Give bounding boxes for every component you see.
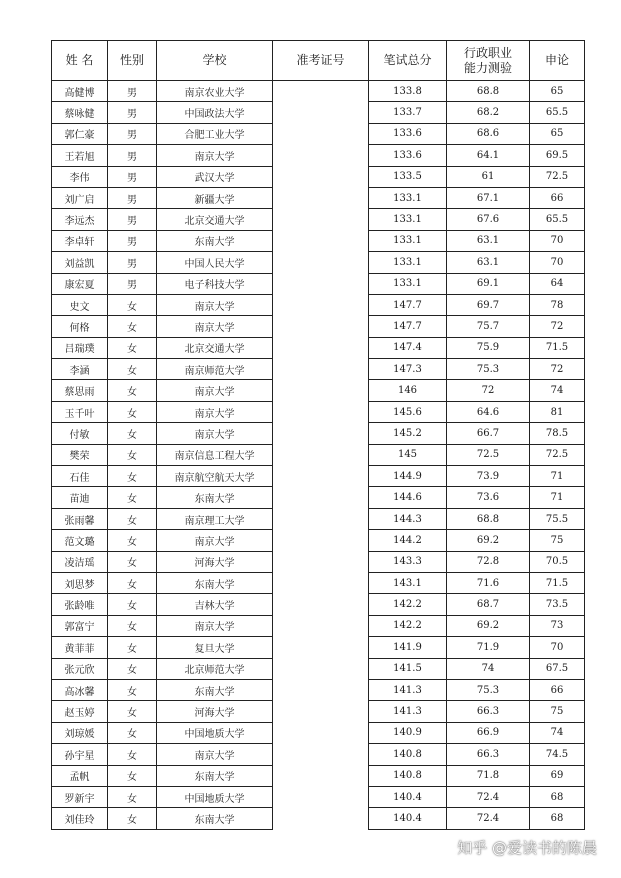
cell-school: 南京大学 bbox=[157, 615, 273, 636]
table-row bbox=[52, 102, 585, 123]
cell-name: 张雨馨 bbox=[52, 508, 108, 529]
cell-exam-id bbox=[273, 166, 369, 187]
cell-total-score: 140.8 bbox=[369, 744, 447, 765]
cell-aptitude-score: 75.9 bbox=[447, 337, 530, 358]
table-row bbox=[52, 145, 585, 166]
cell-name: 何格 bbox=[52, 316, 108, 337]
cell-school: 南京航空航天大学 bbox=[157, 466, 273, 487]
cell-school: 南京大学 bbox=[157, 145, 273, 166]
cell-essay-score: 65.5 bbox=[530, 102, 585, 123]
cell-school: 南京农业大学 bbox=[157, 81, 273, 102]
cell-exam-id bbox=[273, 123, 369, 144]
cell-name: 蔡思雨 bbox=[52, 380, 108, 401]
cell-name: 赵玉婷 bbox=[52, 701, 108, 722]
table-row bbox=[52, 487, 585, 508]
cell-essay-score: 78.5 bbox=[530, 423, 585, 444]
table-row bbox=[52, 530, 585, 551]
cell-gender: 女 bbox=[108, 337, 157, 358]
cell-total-score: 147.4 bbox=[369, 337, 447, 358]
cell-school: 东南大学 bbox=[157, 572, 273, 593]
cell-exam-id bbox=[273, 102, 369, 123]
cell-essay-score: 65 bbox=[530, 123, 585, 144]
cell-gender: 女 bbox=[108, 401, 157, 422]
cell-exam-id bbox=[273, 594, 369, 615]
cell-gender: 女 bbox=[108, 722, 157, 743]
cell-gender: 男 bbox=[108, 187, 157, 208]
cell-gender: 女 bbox=[108, 551, 157, 572]
cell-exam-id bbox=[273, 572, 369, 593]
zhihu-watermark: 知乎 @爱读书的陈晨 bbox=[457, 839, 597, 857]
cell-school: 北京交通大学 bbox=[157, 337, 273, 358]
cell-exam-id bbox=[273, 530, 369, 551]
cell-essay-score: 71.5 bbox=[530, 337, 585, 358]
cell-exam-id bbox=[273, 466, 369, 487]
cell-essay-score: 66 bbox=[530, 187, 585, 208]
cell-exam-id bbox=[273, 765, 369, 786]
cell-total-score: 142.2 bbox=[369, 594, 447, 615]
table-row bbox=[52, 123, 585, 144]
cell-name: 郭仁豪 bbox=[52, 123, 108, 144]
cell-exam-id bbox=[273, 444, 369, 465]
cell-essay-score: 70.5 bbox=[530, 551, 585, 572]
table-row bbox=[52, 765, 585, 786]
cell-school: 北京交通大学 bbox=[157, 209, 273, 230]
cell-exam-id bbox=[273, 701, 369, 722]
cell-essay-score: 68 bbox=[530, 808, 585, 829]
cell-aptitude-score: 75.3 bbox=[447, 679, 530, 700]
cell-essay-score: 71 bbox=[530, 466, 585, 487]
cell-aptitude-score: 69.7 bbox=[447, 294, 530, 315]
cell-aptitude-score: 73.6 bbox=[447, 487, 530, 508]
cell-essay-score: 69 bbox=[530, 765, 585, 786]
cell-name: 刘广启 bbox=[52, 187, 108, 208]
cell-total-score: 133.1 bbox=[369, 230, 447, 251]
header-aptitude-test: 行政职业 能力测验 bbox=[447, 41, 530, 81]
cell-aptitude-score: 64.1 bbox=[447, 145, 530, 166]
cell-exam-id bbox=[273, 359, 369, 380]
cell-essay-score: 74 bbox=[530, 380, 585, 401]
header-exam-id: 准考证号 bbox=[273, 41, 369, 81]
cell-total-score: 145 bbox=[369, 444, 447, 465]
cell-total-score: 141.3 bbox=[369, 679, 447, 700]
cell-gender: 女 bbox=[108, 466, 157, 487]
cell-gender: 女 bbox=[108, 487, 157, 508]
table-row bbox=[52, 316, 585, 337]
table-row bbox=[52, 466, 585, 487]
cell-exam-id bbox=[273, 423, 369, 444]
cell-school: 新疆大学 bbox=[157, 187, 273, 208]
cell-total-score: 133.8 bbox=[369, 81, 447, 102]
cell-essay-score: 81 bbox=[530, 401, 585, 422]
table-row bbox=[52, 337, 585, 358]
cell-aptitude-score: 63.1 bbox=[447, 230, 530, 251]
cell-total-score: 142.2 bbox=[369, 615, 447, 636]
cell-name: 罗新宇 bbox=[52, 786, 108, 807]
table-row bbox=[52, 808, 585, 829]
table-row bbox=[52, 637, 585, 658]
cell-essay-score: 78 bbox=[530, 294, 585, 315]
table-row bbox=[52, 230, 585, 251]
cell-gender: 女 bbox=[108, 316, 157, 337]
cell-total-score: 145.6 bbox=[369, 401, 447, 422]
cell-name: 凌洁瑶 bbox=[52, 551, 108, 572]
table-row bbox=[52, 273, 585, 294]
cell-school: 河海大学 bbox=[157, 701, 273, 722]
score-table-sheet bbox=[51, 40, 584, 830]
cell-exam-id bbox=[273, 637, 369, 658]
cell-gender: 女 bbox=[108, 530, 157, 551]
cell-aptitude-score: 72 bbox=[447, 380, 530, 401]
cell-exam-id bbox=[273, 252, 369, 273]
cell-essay-score: 75 bbox=[530, 701, 585, 722]
cell-aptitude-score: 67.1 bbox=[447, 187, 530, 208]
cell-aptitude-score: 72.4 bbox=[447, 786, 530, 807]
cell-total-score: 133.6 bbox=[369, 145, 447, 166]
cell-school: 东南大学 bbox=[157, 487, 273, 508]
cell-name: 张龄唯 bbox=[52, 594, 108, 615]
cell-name: 李伟 bbox=[52, 166, 108, 187]
cell-school: 中国政法大学 bbox=[157, 102, 273, 123]
cell-essay-score: 70 bbox=[530, 252, 585, 273]
cell-essay-score: 71.5 bbox=[530, 572, 585, 593]
table-row bbox=[52, 166, 585, 187]
cell-aptitude-score: 72.5 bbox=[447, 444, 530, 465]
cell-gender: 男 bbox=[108, 102, 157, 123]
cell-total-score: 141.3 bbox=[369, 701, 447, 722]
cell-gender: 女 bbox=[108, 294, 157, 315]
cell-school: 河海大学 bbox=[157, 551, 273, 572]
cell-total-score: 140.8 bbox=[369, 765, 447, 786]
cell-exam-id bbox=[273, 380, 369, 401]
cell-school: 合肥工业大学 bbox=[157, 123, 273, 144]
cell-total-score: 133.1 bbox=[369, 187, 447, 208]
cell-total-score: 140.4 bbox=[369, 808, 447, 829]
cell-exam-id bbox=[273, 230, 369, 251]
cell-school: 东南大学 bbox=[157, 765, 273, 786]
table-row bbox=[52, 252, 585, 273]
cell-aptitude-score: 66.9 bbox=[447, 722, 530, 743]
table-row bbox=[52, 187, 585, 208]
cell-gender: 男 bbox=[108, 123, 157, 144]
cell-total-score: 133.6 bbox=[369, 123, 447, 144]
cell-gender: 女 bbox=[108, 572, 157, 593]
cell-exam-id bbox=[273, 316, 369, 337]
cell-school: 南京理工大学 bbox=[157, 508, 273, 529]
cell-gender: 男 bbox=[108, 273, 157, 294]
cell-school: 武汉大学 bbox=[157, 166, 273, 187]
cell-gender: 女 bbox=[108, 744, 157, 765]
cell-total-score: 144.9 bbox=[369, 466, 447, 487]
cell-total-score: 133.1 bbox=[369, 273, 447, 294]
cell-gender: 女 bbox=[108, 444, 157, 465]
cell-aptitude-score: 75.3 bbox=[447, 359, 530, 380]
cell-school: 南京大学 bbox=[157, 423, 273, 444]
cell-school: 复旦大学 bbox=[157, 637, 273, 658]
cell-name: 刘琼媛 bbox=[52, 722, 108, 743]
cell-aptitude-score: 71.6 bbox=[447, 572, 530, 593]
cell-essay-score: 74.5 bbox=[530, 744, 585, 765]
cell-gender: 男 bbox=[108, 209, 157, 230]
table-row bbox=[52, 658, 585, 679]
cell-aptitude-score: 63.1 bbox=[447, 252, 530, 273]
cell-essay-score: 69.5 bbox=[530, 145, 585, 166]
cell-gender: 男 bbox=[108, 81, 157, 102]
table-row bbox=[52, 615, 585, 636]
cell-aptitude-score: 67.6 bbox=[447, 209, 530, 230]
cell-aptitude-score: 64.6 bbox=[447, 401, 530, 422]
cell-gender: 女 bbox=[108, 359, 157, 380]
cell-name: 刘益凯 bbox=[52, 252, 108, 273]
header-gender: 性别 bbox=[108, 41, 157, 81]
cell-essay-score: 64 bbox=[530, 273, 585, 294]
cell-total-score: 143.1 bbox=[369, 572, 447, 593]
cell-total-score: 147.7 bbox=[369, 316, 447, 337]
cell-school: 中国人民大学 bbox=[157, 252, 273, 273]
cell-school: 中国地质大学 bbox=[157, 722, 273, 743]
cell-exam-id bbox=[273, 81, 369, 102]
table-row bbox=[52, 701, 585, 722]
cell-aptitude-score: 68.8 bbox=[447, 81, 530, 102]
cell-name: 王若旭 bbox=[52, 145, 108, 166]
cell-school: 南京大学 bbox=[157, 316, 273, 337]
cell-name: 孟帆 bbox=[52, 765, 108, 786]
cell-total-score: 141.9 bbox=[369, 637, 447, 658]
cell-gender: 女 bbox=[108, 508, 157, 529]
cell-gender: 女 bbox=[108, 423, 157, 444]
cell-aptitude-score: 66.7 bbox=[447, 423, 530, 444]
cell-essay-score: 72.5 bbox=[530, 444, 585, 465]
cell-aptitude-score: 73.9 bbox=[447, 466, 530, 487]
cell-exam-id bbox=[273, 658, 369, 679]
cell-name: 高冰馨 bbox=[52, 679, 108, 700]
table-row bbox=[52, 551, 585, 572]
cell-exam-id bbox=[273, 401, 369, 422]
cell-exam-id bbox=[273, 487, 369, 508]
cell-gender: 男 bbox=[108, 166, 157, 187]
cell-essay-score: 72.5 bbox=[530, 166, 585, 187]
cell-essay-score: 75 bbox=[530, 530, 585, 551]
table-row bbox=[52, 572, 585, 593]
cell-name: 蔡咏健 bbox=[52, 102, 108, 123]
cell-school: 南京大学 bbox=[157, 401, 273, 422]
cell-total-score: 143.3 bbox=[369, 551, 447, 572]
cell-school: 东南大学 bbox=[157, 808, 273, 829]
cell-name: 付敏 bbox=[52, 423, 108, 444]
score-table bbox=[51, 40, 585, 830]
cell-gender: 女 bbox=[108, 701, 157, 722]
cell-exam-id bbox=[273, 145, 369, 166]
cell-aptitude-score: 68.2 bbox=[447, 102, 530, 123]
cell-name: 史文 bbox=[52, 294, 108, 315]
cell-total-score: 140.9 bbox=[369, 722, 447, 743]
table-row bbox=[52, 209, 585, 230]
cell-school: 南京大学 bbox=[157, 744, 273, 765]
cell-exam-id bbox=[273, 209, 369, 230]
cell-exam-id bbox=[273, 508, 369, 529]
cell-school: 南京大学 bbox=[157, 530, 273, 551]
cell-school: 南京师范大学 bbox=[157, 359, 273, 380]
cell-aptitude-score: 66.3 bbox=[447, 744, 530, 765]
cell-exam-id bbox=[273, 786, 369, 807]
cell-name: 孙宇星 bbox=[52, 744, 108, 765]
cell-name: 李涵 bbox=[52, 359, 108, 380]
cell-essay-score: 73.5 bbox=[530, 594, 585, 615]
cell-aptitude-score: 72.4 bbox=[447, 808, 530, 829]
cell-name: 吕瑞璞 bbox=[52, 337, 108, 358]
cell-gender: 女 bbox=[108, 637, 157, 658]
cell-gender: 女 bbox=[108, 594, 157, 615]
cell-essay-score: 71 bbox=[530, 487, 585, 508]
cell-essay-score: 72 bbox=[530, 359, 585, 380]
cell-school: 吉林大学 bbox=[157, 594, 273, 615]
cell-aptitude-score: 61 bbox=[447, 166, 530, 187]
cell-aptitude-score: 71.8 bbox=[447, 765, 530, 786]
table-row bbox=[52, 401, 585, 422]
cell-exam-id bbox=[273, 744, 369, 765]
cell-gender: 女 bbox=[108, 765, 157, 786]
cell-aptitude-score: 74 bbox=[447, 658, 530, 679]
cell-total-score: 144.3 bbox=[369, 508, 447, 529]
cell-aptitude-score: 68.6 bbox=[447, 123, 530, 144]
cell-essay-score: 73 bbox=[530, 615, 585, 636]
cell-essay-score: 65.5 bbox=[530, 209, 585, 230]
cell-name: 石佳 bbox=[52, 466, 108, 487]
cell-name: 苗迪 bbox=[52, 487, 108, 508]
cell-name: 樊荣 bbox=[52, 444, 108, 465]
table-row bbox=[52, 786, 585, 807]
cell-aptitude-score: 71.9 bbox=[447, 637, 530, 658]
cell-aptitude-score: 75.7 bbox=[447, 316, 530, 337]
cell-aptitude-score: 66.3 bbox=[447, 701, 530, 722]
cell-aptitude-score: 69.1 bbox=[447, 273, 530, 294]
cell-essay-score: 67.5 bbox=[530, 658, 585, 679]
table-row bbox=[52, 744, 585, 765]
cell-aptitude-score: 69.2 bbox=[447, 530, 530, 551]
cell-total-score: 146 bbox=[369, 380, 447, 401]
cell-name: 玉千叶 bbox=[52, 401, 108, 422]
cell-exam-id bbox=[273, 187, 369, 208]
cell-total-score: 147.7 bbox=[369, 294, 447, 315]
cell-gender: 男 bbox=[108, 145, 157, 166]
header-essay: 申论 bbox=[530, 41, 585, 81]
cell-school: 南京信息工程大学 bbox=[157, 444, 273, 465]
cell-aptitude-score: 72.8 bbox=[447, 551, 530, 572]
cell-total-score: 133.1 bbox=[369, 252, 447, 273]
cell-total-score: 147.3 bbox=[369, 359, 447, 380]
table-row bbox=[52, 423, 585, 444]
cell-exam-id bbox=[273, 808, 369, 829]
table-row bbox=[52, 508, 585, 529]
cell-name: 刘思梦 bbox=[52, 572, 108, 593]
cell-essay-score: 75.5 bbox=[530, 508, 585, 529]
table-row bbox=[52, 444, 585, 465]
cell-gender: 男 bbox=[108, 230, 157, 251]
table-row bbox=[52, 359, 585, 380]
header-school: 学校 bbox=[157, 41, 273, 81]
cell-name: 郭富宁 bbox=[52, 615, 108, 636]
cell-total-score: 141.5 bbox=[369, 658, 447, 679]
cell-total-score: 133.7 bbox=[369, 102, 447, 123]
cell-essay-score: 74 bbox=[530, 722, 585, 743]
cell-school: 东南大学 bbox=[157, 230, 273, 251]
cell-total-score: 133.1 bbox=[369, 209, 447, 230]
cell-essay-score: 70 bbox=[530, 637, 585, 658]
cell-name: 李卓轩 bbox=[52, 230, 108, 251]
table-row bbox=[52, 594, 585, 615]
cell-name: 刘佳玲 bbox=[52, 808, 108, 829]
cell-exam-id bbox=[273, 679, 369, 700]
cell-exam-id bbox=[273, 294, 369, 315]
cell-name: 康宏夏 bbox=[52, 273, 108, 294]
cell-aptitude-score: 68.7 bbox=[447, 594, 530, 615]
table-header-row bbox=[52, 41, 585, 81]
table-row bbox=[52, 679, 585, 700]
cell-gender: 女 bbox=[108, 679, 157, 700]
cell-name: 范文璐 bbox=[52, 530, 108, 551]
cell-school: 电子科技大学 bbox=[157, 273, 273, 294]
cell-essay-score: 72 bbox=[530, 316, 585, 337]
table-row bbox=[52, 81, 585, 102]
cell-total-score: 145.2 bbox=[369, 423, 447, 444]
table-row bbox=[52, 380, 585, 401]
cell-total-score: 144.6 bbox=[369, 487, 447, 508]
cell-school: 东南大学 bbox=[157, 679, 273, 700]
cell-aptitude-score: 68.8 bbox=[447, 508, 530, 529]
cell-exam-id bbox=[273, 337, 369, 358]
cell-exam-id bbox=[273, 615, 369, 636]
cell-gender: 男 bbox=[108, 252, 157, 273]
cell-school: 北京师范大学 bbox=[157, 658, 273, 679]
cell-essay-score: 65 bbox=[530, 81, 585, 102]
cell-exam-id bbox=[273, 273, 369, 294]
cell-total-score: 144.2 bbox=[369, 530, 447, 551]
cell-gender: 女 bbox=[108, 786, 157, 807]
header-total-score: 笔试总分 bbox=[369, 41, 447, 81]
header-name: 姓 名 bbox=[52, 41, 108, 81]
table-row bbox=[52, 294, 585, 315]
cell-gender: 女 bbox=[108, 615, 157, 636]
cell-school: 南京大学 bbox=[157, 294, 273, 315]
cell-name: 张元欣 bbox=[52, 658, 108, 679]
cell-essay-score: 68 bbox=[530, 786, 585, 807]
cell-gender: 女 bbox=[108, 658, 157, 679]
cell-gender: 女 bbox=[108, 380, 157, 401]
cell-exam-id bbox=[273, 722, 369, 743]
cell-total-score: 133.5 bbox=[369, 166, 447, 187]
cell-name: 高健博 bbox=[52, 81, 108, 102]
cell-name: 李远杰 bbox=[52, 209, 108, 230]
cell-essay-score: 66 bbox=[530, 679, 585, 700]
cell-name: 黄菲菲 bbox=[52, 637, 108, 658]
cell-school: 中国地质大学 bbox=[157, 786, 273, 807]
cell-total-score: 140.4 bbox=[369, 786, 447, 807]
cell-exam-id bbox=[273, 551, 369, 572]
cell-aptitude-score: 69.2 bbox=[447, 615, 530, 636]
cell-gender: 女 bbox=[108, 808, 157, 829]
cell-essay-score: 70 bbox=[530, 230, 585, 251]
cell-school: 南京大学 bbox=[157, 380, 273, 401]
table-row bbox=[52, 722, 585, 743]
table-body bbox=[52, 81, 585, 830]
